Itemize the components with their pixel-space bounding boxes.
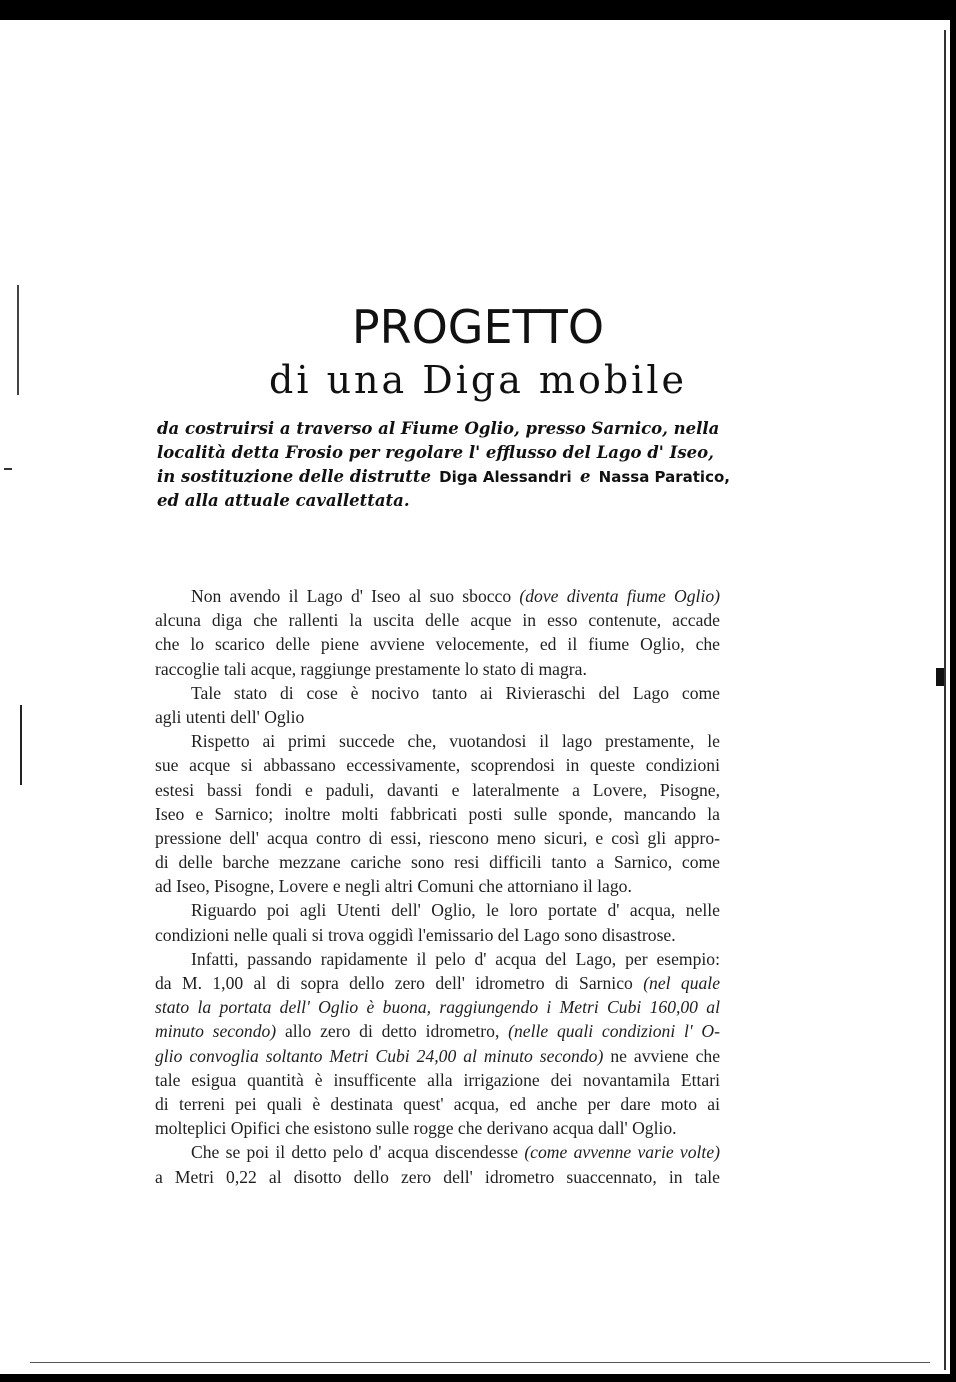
document-subtitle: di una Diga mobile [269, 358, 687, 402]
description-text: località detta Frosio per regolare l' efflusso del Lago d' Iseo, [157, 443, 714, 462]
text-line: sue acque si abbassano eccessivamente, scoprendosi in queste condizioni [155, 755, 720, 776]
text-italic: minuto secondo) [155, 1021, 277, 1042]
description-line [157, 441, 730, 465]
text-span: allo zero di detto idrometro, [284, 1021, 500, 1042]
text-italic: (nelle quali condizioni l' O- [508, 1021, 720, 1042]
description-text: ed alla attuale cavallettata. [157, 491, 410, 510]
description-line [157, 465, 730, 489]
text-line [155, 584, 720, 608]
text-line: Infatti, passando rapidamente il pelo d' acqua del Lago, per esempio: [191, 948, 720, 969]
text-line: Tale stato di cose è nocivo tanto ai Rivieraschi del Lago come [191, 682, 720, 703]
text-line: che lo scarico delle piene avviene velocemente, ed il fiume Oglio, che [155, 634, 720, 655]
description-line [157, 489, 730, 513]
text-italic: stato la portata dell' Oglio è buona, raggiungendo i Metri Cubi 160,00 al [155, 997, 720, 1018]
document-description [157, 417, 730, 513]
text-italic: (nel quale [643, 973, 720, 993]
description-text: e [579, 467, 591, 486]
scan-edge-top [0, 0, 956, 20]
text-span: ne avviene che [610, 1045, 720, 1066]
description-text: da costruirsi a traverso al Fiume Oglio, presso Sarnico, nella [157, 419, 720, 438]
description-line [157, 417, 730, 441]
text-line [155, 1044, 720, 1068]
scan-edge-bottom [0, 1374, 956, 1382]
description-name: Nassa Paratico, [598, 468, 730, 486]
text-italic: (dove diventa fiume Oglio) [519, 586, 720, 606]
scan-edge-right-line [944, 30, 946, 1370]
description-text: in sostituzione delle distrutte [157, 467, 431, 486]
text-span: Non avendo il Lago d' Iseo al suo sbocco [191, 586, 512, 606]
text-italic: glio convoglia soltanto Metri Cubi 24,00 al minuto secondo) [155, 1045, 604, 1066]
text-line: Rispetto ai primi succede che, vuotandosi il lago prestamente, le [191, 731, 720, 752]
text-italic: (come avvenne varie volte) [524, 1142, 720, 1163]
text-line: Iseo e Sarnico; inoltre molti fabbricati posti sulle sponde, mancando la [155, 803, 720, 824]
text-line: molteplici Opifici che esistono sulle rogge che derivano acqua dall' Oglio. [155, 1118, 677, 1139]
scan-left-mark-2 [20, 705, 22, 785]
text-line: condizioni nelle quali si trova oggidì l'emissario del Lago sono disastrose. [155, 924, 676, 945]
text-line: Riguardo poi agli Utenti dell' Oglio, le loro portate d' acqua, nelle [191, 900, 720, 921]
text-span: Che se poi il detto pelo d' acqua discendesse [191, 1142, 519, 1163]
text-line [155, 1019, 720, 1043]
text-line: agli utenti dell' Oglio [155, 706, 305, 727]
text-line: tale esigua quantità è insufficente alla irrigazione dei novantamila Ettari [155, 1069, 720, 1090]
text-line: alcuna diga che rallenti la uscita delle acque in esso contenute, accade [155, 610, 720, 631]
text-line: raccoglie tali acque, raggiunge prestamente lo stato di magra. [155, 658, 587, 679]
text-span: da M. 1,00 al di sopra dello zero dell' idrometro di Sarnico [155, 973, 633, 993]
text-line: pressione dell' acqua contro di essi, riescono meno sicuri, e così gli appro- [155, 827, 720, 848]
text-line: a Metri 0,22 al disotto dello zero dell' idrometro suaccennato, in tale [155, 1166, 720, 1187]
text-line: di delle barche mezzane cariche sono resi difficili tanto a Sarnico, come [155, 852, 720, 873]
body-text [155, 584, 720, 1189]
text-line [155, 995, 720, 1019]
text-line [155, 1140, 720, 1164]
text-line [155, 971, 720, 995]
text-line: di terreni pei quali è destinata quest' acqua, ed anche per dare moto ai [155, 1093, 720, 1114]
scan-left-tick [4, 468, 12, 470]
document-title: PROGETTO [351, 300, 605, 354]
scan-right-tick [936, 668, 944, 686]
text-line: estesi bassi fondi e paduli, davanti e lateralmente a Lovere, Pisogne, [155, 779, 720, 800]
text-line: ad Iseo, Pisogne, Lovere e negli altri Comuni che attorniano il lago. [155, 876, 632, 897]
scan-edge-bottom-line [30, 1362, 930, 1363]
description-name: Diga Alessandri [439, 468, 572, 486]
scan-edge-right [950, 0, 956, 1382]
